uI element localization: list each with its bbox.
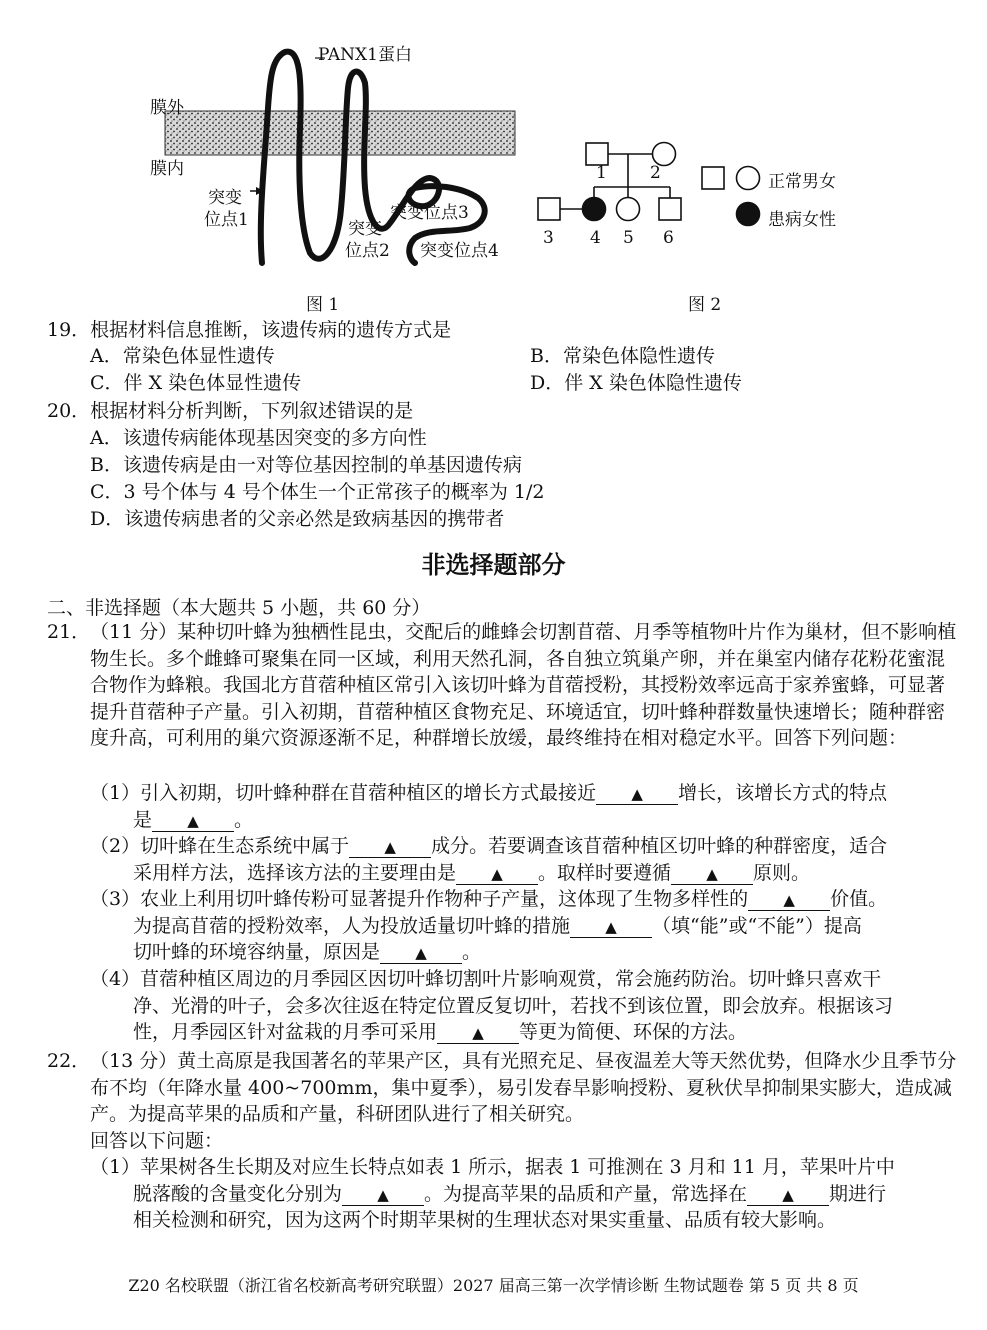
q19-option-a[interactable]: A．常染色体显性遗传 — [90, 345, 275, 367]
q21-p1-text-c: 是 — [133, 808, 153, 831]
pedigree-number-4: 4 — [590, 228, 601, 248]
q21-p2-text-e: 原则。 — [753, 861, 811, 884]
q19-option-b[interactable]: B．常染色体隐性遗传 — [530, 345, 715, 367]
blank-mark: ▲ — [472, 1024, 484, 1042]
q21-p3-blank2[interactable] — [570, 916, 652, 938]
individual-3-male — [538, 198, 560, 220]
mutation2-label-a: 突变 — [348, 219, 382, 239]
individual-6-male — [659, 198, 681, 220]
blank-mark: ▲ — [491, 864, 503, 883]
q19-option-d[interactable]: D．伴 X 染色体隐性遗传 — [530, 372, 742, 394]
pedigree-number-1: 1 — [596, 163, 607, 183]
q21-p1-text-b: 增长，该增长方式的特点 — [678, 782, 888, 804]
legend-normal-female-symbol — [737, 167, 760, 190]
q22-part1 — [90, 1154, 960, 1234]
q21-p2-text-d: 。取样时要遵循 — [538, 861, 672, 884]
q21-p3-text-f: 。 — [462, 941, 482, 963]
individual-1-male — [586, 143, 608, 165]
pedigree-number-2: 2 — [650, 163, 661, 183]
blank-mark: ▲ — [605, 917, 617, 936]
q22-p1-blank2[interactable] — [747, 1184, 829, 1206]
q21-p1-text-a: （1）引入初期，切叶蜂种群在苜蓿种植区的增长方式最接近 — [90, 782, 597, 804]
blank-mark: ▲ — [187, 811, 199, 830]
individual-5-female — [617, 198, 640, 221]
q22-p1-text-b: 脱落酸的含量变化分别为 — [133, 1182, 343, 1205]
q22-p1-text-a: （1）苹果树各生长期及对应生长特点如表 1 所示，据表 1 可推测在 3 月和 11 月，苹果叶片中 — [90, 1156, 895, 1178]
q21-p3-blank3[interactable] — [380, 942, 462, 964]
q21-p2-text-a: （2）切叶蜂在生态系统中属于 — [90, 835, 350, 857]
q21-p4-blank1[interactable] — [437, 1022, 519, 1044]
pedigree-number-5: 5 — [623, 228, 634, 248]
q22-intro-wrap — [90, 1048, 960, 1128]
q22-number: 22． — [47, 1050, 91, 1072]
q21-p2-blank3[interactable] — [671, 863, 753, 885]
blank-mark: ▲ — [706, 864, 718, 883]
q22-p1-text-c: 。为提高苹果的品质和产量，常选择在 — [424, 1182, 748, 1205]
q21-p1-text-d: 。 — [234, 808, 254, 831]
legend-affected-female-symbol — [737, 203, 760, 226]
q21-p4-text-d: 等更为简便、环保的方法。 — [519, 1021, 748, 1043]
q21-p3-blank1[interactable] — [748, 889, 830, 911]
q20-option-b[interactable]: B．该遗传病是由一对等位基因控制的单基因遗传病 — [90, 454, 522, 476]
pedigree-number-3: 3 — [543, 228, 554, 248]
individual-4-affected-female — [583, 198, 606, 221]
section-title: 非选择题部分 — [421, 551, 566, 579]
q21-p3-text-e: 切叶蜂的环境容纳量，原因是 — [133, 941, 381, 963]
q21-p4-text-a: （4）苜蓿种植区周边的月季园区因切叶蜂切割叶片影响观赏，常会施药防治。切叶蜂只喜欢干 — [90, 968, 882, 990]
q21-part4 — [90, 966, 960, 1046]
mutation4-label: 突变位点4 — [420, 241, 499, 261]
q21-p2-blank1[interactable] — [349, 836, 431, 858]
q21-p3-text-c: 为提高苜蓿的授粉效率，人为投放适量切叶蜂的措施 — [133, 914, 571, 937]
q19-stem: 19．根据材料信息推断，该遗传病的遗传方式是 — [47, 319, 452, 341]
q21-number: 21． — [47, 621, 91, 643]
q21-p4-text-b: 净、光滑的叶子，会多次往返在特定位置反复切叶，若找不到该位置，即会放弃。根据该习 — [133, 994, 894, 1017]
q20-stem: 20．根据材料分析判断，下列叙述错误的是 — [47, 400, 414, 422]
figure2-caption: 图 2 — [688, 295, 722, 315]
q21-p2-blank2[interactable] — [456, 863, 538, 885]
blank-mark: ▲ — [415, 944, 427, 962]
q21-p3-text-b: 价值。 — [830, 888, 888, 910]
q21-intro: （11 分）某种切叶蜂为独栖性昆虫，交配后的雌蜂会切割苜蓿、月季等植物叶片作为巢材，但不影响植物生长。多个雌蜂可聚集在同一区域，利用天然孔洞，各自独立筑巢产卵，并在巢室内储存花粉花蜜混合物作为蜂粮。我国北方苜蓿种植区常引入该切叶蜂为苜蓿授粉，其授粉效率远高于家养蜜蜂，可显著提升苜蓿种子产量。引入初期，苜蓿种植区食物充足、环境适宜，切叶蜂种群数量快速增长；随种群密度升高，可利用的巢穴资源逐渐不足，种群增长放缓，最终维持在相对稳定水平。回答下列问题： — [90, 621, 957, 749]
figure1-caption: 图 1 — [306, 295, 340, 315]
pedigree-chart — [530, 135, 890, 235]
q19-option-c[interactable]: C．伴 X 染色体显性遗传 — [90, 372, 302, 394]
q22-intro: （13 分）黄土高原是我国著名的苹果产区，具有光照充足、昼夜温差大等天然优势，但降水少且季节分布不均（年降水量 400~700mm，集中夏季），易引发春旱影响授粉、夏秋伏旱抑制果实膨大，造成减产。为提高苹果的品质和产量，科研团队进行了相关研究。 — [90, 1050, 957, 1125]
q21-p1-blank1[interactable] — [596, 783, 678, 805]
inside-label: 膜内 — [150, 159, 184, 179]
section-subtitle: 二、非选择题（本大题共 5 小题，共 60 分） — [47, 597, 431, 619]
q21-part3 — [90, 886, 960, 966]
q22-answer-prompt: 回答以下问题： — [90, 1130, 224, 1152]
blank-mark: ▲ — [631, 785, 643, 803]
q21-p2-text-c: 采用样方法，选择该方法的主要理由是 — [133, 861, 457, 884]
q20-option-c[interactable]: C．3 号个体与 4 号个体生一个正常孩子的概率为 1/2 — [90, 481, 545, 503]
q21-p2-text-b: 成分。若要调查该苜蓿种植区切叶蜂的种群密度，适合 — [431, 835, 888, 857]
q21-p3-text-d: （填“能”或“不能”）提高 — [652, 914, 862, 937]
q20-option-d[interactable]: D．该遗传病患者的父亲必然是致病基因的携带者 — [90, 508, 505, 530]
blank-mark: ▲ — [384, 838, 396, 856]
q20-option-a[interactable]: A．该遗传病能体现基因突变的多方向性 — [90, 427, 427, 449]
blank-mark: ▲ — [783, 891, 795, 909]
blank-mark: ▲ — [782, 1185, 794, 1204]
protein-label: PANX1蛋白 — [318, 45, 412, 65]
blank-mark: ▲ — [377, 1185, 389, 1204]
mutation1-label-b: 位点1 — [204, 210, 249, 230]
cell-membrane — [165, 111, 515, 155]
q21-p4-text-c: 性，月季园区针对盆栽的月季可采用 — [133, 1021, 438, 1043]
q21-part2 — [90, 833, 960, 886]
q21-p1-blank2[interactable] — [152, 810, 234, 832]
q22-p1-text-e: 相关检测和研究，因为这两个时期苹果树的生理状态对果实重量、品质有较大影响。 — [133, 1209, 837, 1231]
legend-normal-male-symbol — [702, 167, 724, 189]
mutation1-label-a: 突变 — [208, 188, 242, 208]
mutation3-label: 突变位点3 — [390, 203, 469, 223]
q22-p1-text-d: 期进行 — [829, 1182, 887, 1205]
q21-p3-text-a: （3）农业上利用切叶蜂传粉可显著提升作物种子产量，这体现了生物多样性的 — [90, 888, 749, 910]
page-footer: Z20 名校联盟（浙江省名校新高考研究联盟）2027 届高三第一次学情诊断 生物试题卷 第 5 页 共 8 页 — [128, 1276, 859, 1295]
pedigree-number-6: 6 — [663, 228, 674, 248]
outside-label: 膜外 — [150, 98, 184, 118]
mutation2-label-b: 位点2 — [345, 241, 390, 261]
q21-part1 — [90, 780, 960, 833]
legend-affected-label: 患病女性 — [768, 210, 836, 230]
q21-intro-wrap — [90, 619, 960, 752]
q22-p1-blank1[interactable] — [342, 1184, 424, 1206]
legend-normal-label: 正常男女 — [768, 172, 836, 192]
